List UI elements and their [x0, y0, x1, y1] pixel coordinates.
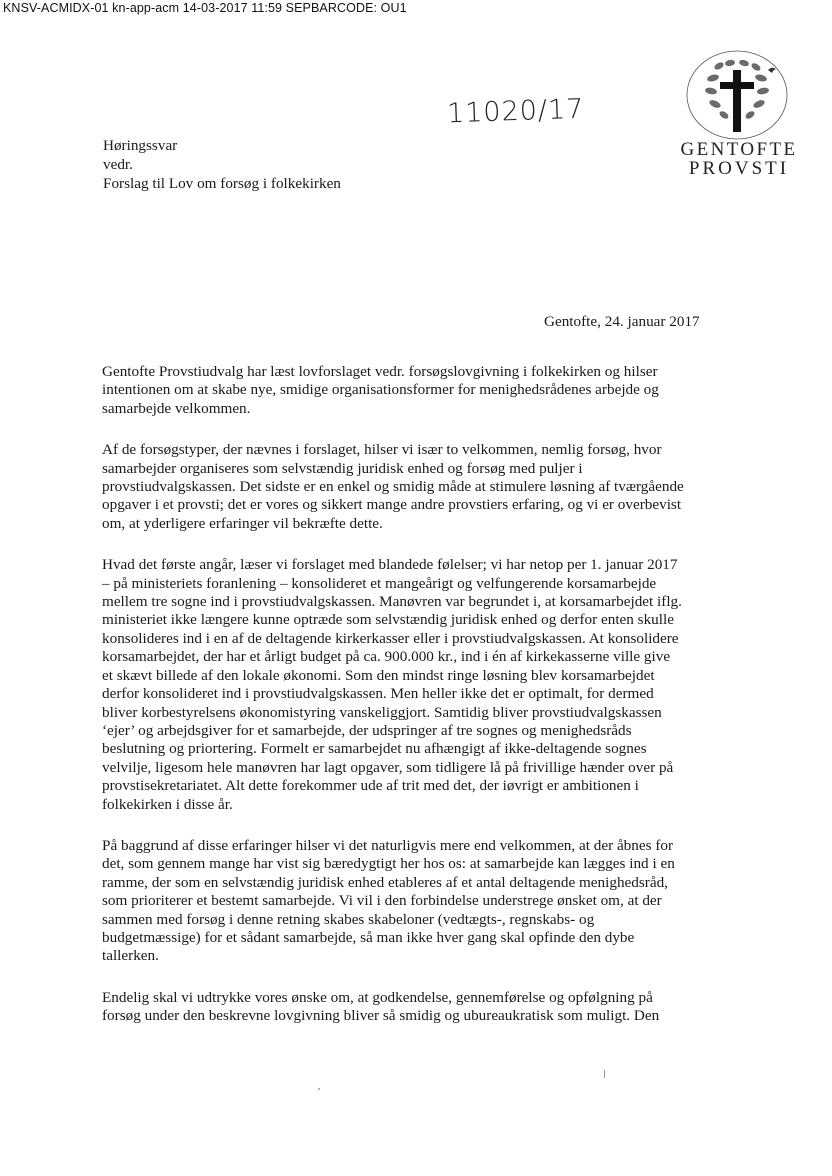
- paragraph-line: bliver korbestyrelsens økonomistyring vanskeliggjort. Samtidig bliver provstiudvalgskassen: [102, 703, 662, 721]
- paragraph-line: et skævt billede af den lokale økonomi. Som den mindst ringe løsning blev korsamarbejdet: [102, 666, 655, 684]
- paragraph-line: Gentofte Provstiudvalg har læst lovforslaget vedr. forsøgslovgivning i folkekirken og hilser: [102, 363, 658, 380]
- gentofte-provsti-logo: [664, 48, 814, 184]
- paragraph-line: forsøg under den beskrevne lovgivning bliver så smidig og ubureaukratisk som muligt. Den: [102, 1007, 660, 1025]
- subject-line: Høringssvar: [103, 137, 178, 154]
- paragraph-line: folkekirken i disse år.: [102, 795, 233, 813]
- body-paragraph: [102, 837, 742, 966]
- letter-body: [102, 363, 742, 1049]
- handwritten-reference-number: 11020/17: [446, 93, 585, 130]
- scan-speck: [318, 1088, 320, 1090]
- scan-header: KNSV-ACMIDX-01 kn-app-acm 14-03-2017 11:59 SEPBARCODE: OU1: [3, 1, 407, 15]
- body-paragraph: [102, 556, 742, 814]
- scan-speck: [604, 1070, 605, 1078]
- subject-line: vedr.: [103, 156, 133, 173]
- paragraph-line: provstisekretariatet. Alt dette forekommer ude af trit med det, der iøvrigt er ambitionen i: [102, 777, 639, 795]
- paragraph-line: sammen med forsøg i denne retning skabes skabeloner (vedtægts-, regnskabs- og: [102, 910, 595, 928]
- paragraph-line: Endelig skal vi udtrykke vores ønske om, at godkendelse, gennemførelse og opfølgning på: [102, 988, 653, 1006]
- paragraph-line: samarbejder organiseres som selvstændig juridisk enhed og forsøg med puljer i: [102, 459, 583, 477]
- paragraph-line: ‘ejer’ og arbejdsgiver for et samarbejde, der udspringer af tre sognes og menighedsråds: [102, 721, 632, 739]
- paragraph-line: intentionen om at skabe nye, smidige organisationsformer for menighedsrådenes arbejde og: [102, 381, 659, 399]
- paragraph-line: det, som gennem mange har vist sig bæredygtigt her hos os: at samarbejde kan lægges ind i en: [102, 855, 675, 873]
- subject-line: Forslag til Lov om forsøg i folkekirken: [103, 175, 341, 192]
- paragraph-line: korsamarbejdet, der har et årligt budget på ca. 900.000 kr., ind i én af kirkekasserne ville give: [102, 648, 671, 666]
- paragraph-line: som prioriterer et bestemt samarbejde. Vi vil i den forbindelse understrege ønsket om, at der: [102, 892, 662, 910]
- cross-with-leaves-icon: [682, 48, 792, 140]
- paragraph-line: På baggrund af disse erfaringer hilser vi det naturligvis mere end velkommen, at der åbnes for: [102, 836, 674, 854]
- paragraph-line: opgaver i et provsti; det er vores og sikkert mange andre provstiers erfaring, og vi er overbevist: [102, 496, 682, 514]
- body-paragraph: [102, 441, 742, 533]
- paragraph-line: tallerken.: [102, 947, 159, 965]
- paragraph-line: budgetmæssige) for et sådant samarbejde, så man ikke hver gang skal opfinde den dybe: [102, 928, 635, 946]
- paragraph-line: beslutning og priortering. Formelt er samarbejdet nu afhængigt af ikke-deltagende sognes: [102, 740, 647, 758]
- paragraph-line: ramme, der som en selvstændig juridisk enhed etableres af et antal deltagende menighedsråd,: [102, 873, 668, 891]
- logo-text-gentofte: GENTOFTE: [680, 139, 798, 160]
- paragraph-line: Hvad det første angår, læser vi forslaget med blandede følelser; vi har netop per 1. januar 2017: [102, 556, 678, 574]
- body-paragraph: [102, 989, 742, 1026]
- paragraph-line: velvilje, ligesom hele manøvren har lagt opgaver, som tidligere lå på frivillige hænder over på: [102, 758, 674, 776]
- logo-text-provsti: PROVSTI: [688, 158, 790, 179]
- paragraph-line: Af de forsøgstyper, der nævnes i forslaget, hilser vi især to velkommen, nemlig forsøg, hvor: [102, 441, 662, 459]
- paragraph-line: provstiudvalgskassen. Det sidste er en enkel og smidig måde at stimulere løsning af tværgående: [102, 478, 684, 496]
- paragraph-line: – på ministeriets foranlening – konsolideret et mangeårigt og velfungerende korsamarbejde: [102, 574, 657, 592]
- paragraph-line: om, at yderligere erfaringer vil bekræfte dette.: [102, 514, 383, 532]
- paragraph-line: konsolideres ind i en af de deltagende kirkerkasser eller i provstiudvalgskassen. At konsolidere: [102, 629, 679, 647]
- paragraph-line: samarbejde velkommen.: [102, 399, 251, 417]
- paragraph-line: derfor konsolideret ind i provstiudvalgskassen. Men heller ikke det er optimalt, for dermed: [102, 685, 654, 703]
- subject-block: [103, 136, 341, 193]
- body-paragraph: [102, 363, 742, 418]
- place-and-date: Gentofte, 24. januar 2017: [544, 313, 700, 330]
- paragraph-line: ministeriet ikke længere kunne optræde som selvstændig juridisk enhed og derfor enten skulle: [102, 611, 674, 629]
- paragraph-line: mellem tre sogne ind i provstiudvalgskassen. Manøvren var begrundet i, at korsamarbejdet iflg.: [102, 593, 682, 611]
